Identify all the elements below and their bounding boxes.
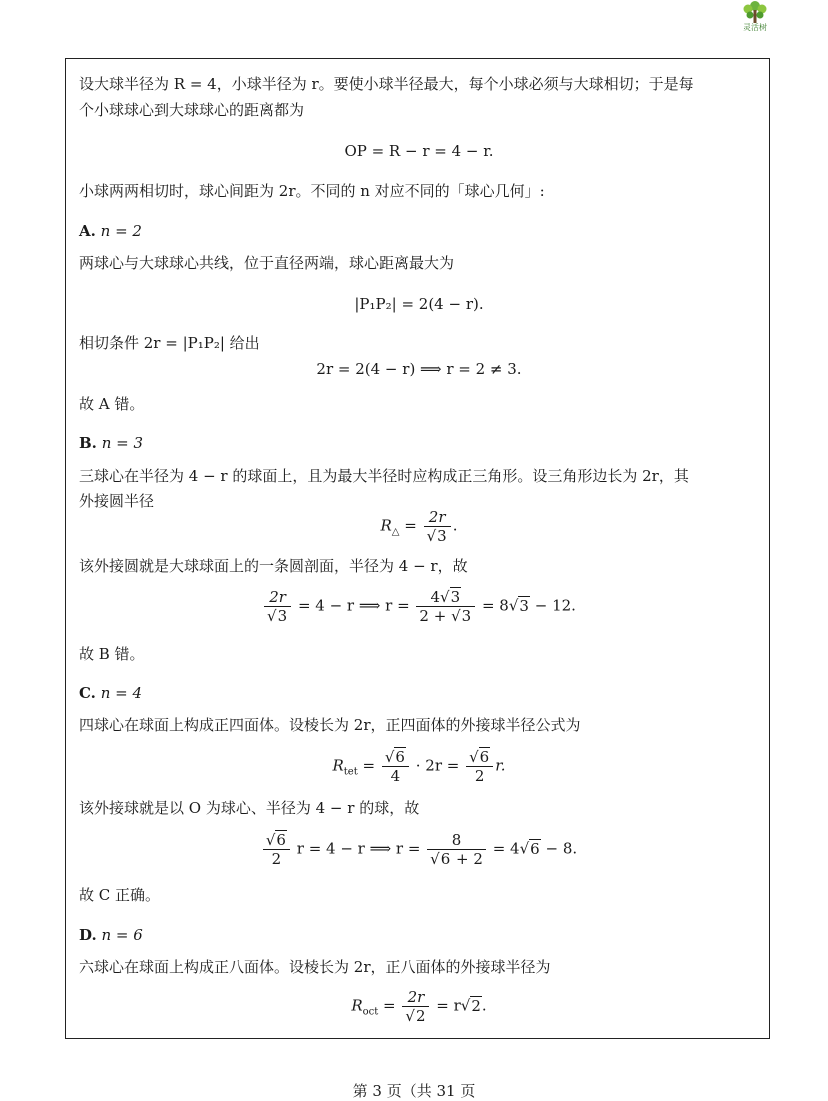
brand-logo bbox=[734, 0, 776, 36]
option-a-equation-2: 2r = 2(4 − r) ⟹ r = 2 ≠ 3. bbox=[316, 360, 522, 378]
option-b-text-1: 三球心在半径为 4 − r 的球面上，且为最大半径时应构成正三角形。设三角形边长为 2r，其 bbox=[79, 467, 689, 485]
option-d-text-1: 六球心在球面上构成正八面体。设棱长为 2r，正八面体的外接球半径为 bbox=[79, 958, 551, 976]
option-a-label: A. bbox=[79, 222, 96, 240]
option-a-equation-1: |P₁P₂| = 2(4 − r). bbox=[354, 295, 484, 313]
fraction: $\frac{√6}{2}$ bbox=[263, 831, 290, 868]
option-b-n: n = 3 bbox=[101, 434, 143, 452]
option-b-text-2: 该外接圆就是大球球面上的一条圆剖面，半径为 4 − r，故 bbox=[79, 557, 468, 575]
option-c-equation-2: $\frac{√6}{2}$ r = 4 − r ⟹ r = $\frac{8}{√6 + 2}$ = 4√6 − 8. bbox=[79, 831, 759, 868]
intro-equation: OP = R − r = 4 − r. bbox=[344, 142, 494, 160]
option-a-n: n = 2 bbox=[100, 222, 142, 240]
intro-line-1: 设大球半径为 R = 4，小球半径为 r。要使小球半径最大，每个小球必须与大球相切；于是每 bbox=[79, 75, 694, 93]
option-c-equation-1: $R_{tet}$ = $\frac{√6}{4}$ · 2r = $\frac{√6}{2}$ r. bbox=[332, 748, 506, 785]
option-b-equation-1: $R_\triangle$ = $\frac{2r}{√3}$ . bbox=[380, 508, 458, 545]
fraction: $\frac{2r}{√3}$ bbox=[264, 588, 291, 625]
option-a-heading bbox=[79, 220, 142, 242]
intro-line-3: 小球两两相切时，球心间距为 2r。不同的 n 对应不同的「球心几何」: bbox=[79, 182, 545, 200]
fraction: $\frac{√6}{2}$ bbox=[466, 748, 493, 785]
page-footer: 第 3 页（共 31 页 bbox=[352, 1082, 476, 1100]
option-d-equation-1: $R_{oct}$ = $\frac{2r}{√2}$ = r√2. bbox=[351, 988, 487, 1025]
fraction: $\frac{2r}{√2}$ bbox=[402, 988, 429, 1025]
tree-icon bbox=[740, 0, 770, 24]
logo-text: 灵活树 bbox=[743, 23, 767, 32]
option-c-text-1: 四球心在球面上构成正四面体。设棱长为 2r，正四面体的外接球半径公式为 bbox=[79, 716, 581, 734]
fraction: $\frac{8}{√6 + 2}$ bbox=[427, 831, 486, 868]
intro-line-2: 个小球球心到大球球心的距离都为 bbox=[79, 101, 305, 119]
option-b-text-1b: 外接圆半径 bbox=[79, 492, 155, 510]
option-c-text-2: 该外接球就是以 O 为球心、半径为 4 − r 的球，故 bbox=[79, 799, 420, 817]
option-d-n: n = 6 bbox=[101, 926, 143, 944]
fraction: $\frac{2r}{√3}$ bbox=[424, 508, 451, 545]
option-b-conclusion: 故 B 错。 bbox=[79, 645, 145, 663]
fraction: $\frac{√6}{4}$ bbox=[382, 748, 409, 785]
option-a-text-1: 两球心与大球球心共线，位于直径两端，球心距离最大为 bbox=[79, 254, 455, 272]
option-c-heading bbox=[79, 682, 142, 704]
option-b-label: B. bbox=[79, 434, 97, 452]
option-d-label: D. bbox=[79, 926, 97, 944]
option-d-heading bbox=[79, 924, 143, 946]
fraction: $\frac{4√3}{2 + √3}$ bbox=[416, 588, 475, 625]
option-a-conclusion: 故 A 错。 bbox=[79, 395, 145, 413]
content-frame bbox=[65, 58, 770, 1039]
option-c-n: n = 4 bbox=[100, 684, 142, 702]
option-a-text-2: 相切条件 2r = |P₁P₂| 给出 bbox=[79, 334, 260, 352]
option-c-conclusion: 故 C 正确。 bbox=[79, 886, 161, 904]
option-c-label: C. bbox=[79, 684, 96, 702]
option-b-heading bbox=[79, 432, 143, 454]
option-b-equation-2: $\frac{2r}{√3}$ = 4 − r ⟹ r = $\frac{4√3}{2 + √3}$ = 8√3 − 12. bbox=[79, 588, 759, 625]
